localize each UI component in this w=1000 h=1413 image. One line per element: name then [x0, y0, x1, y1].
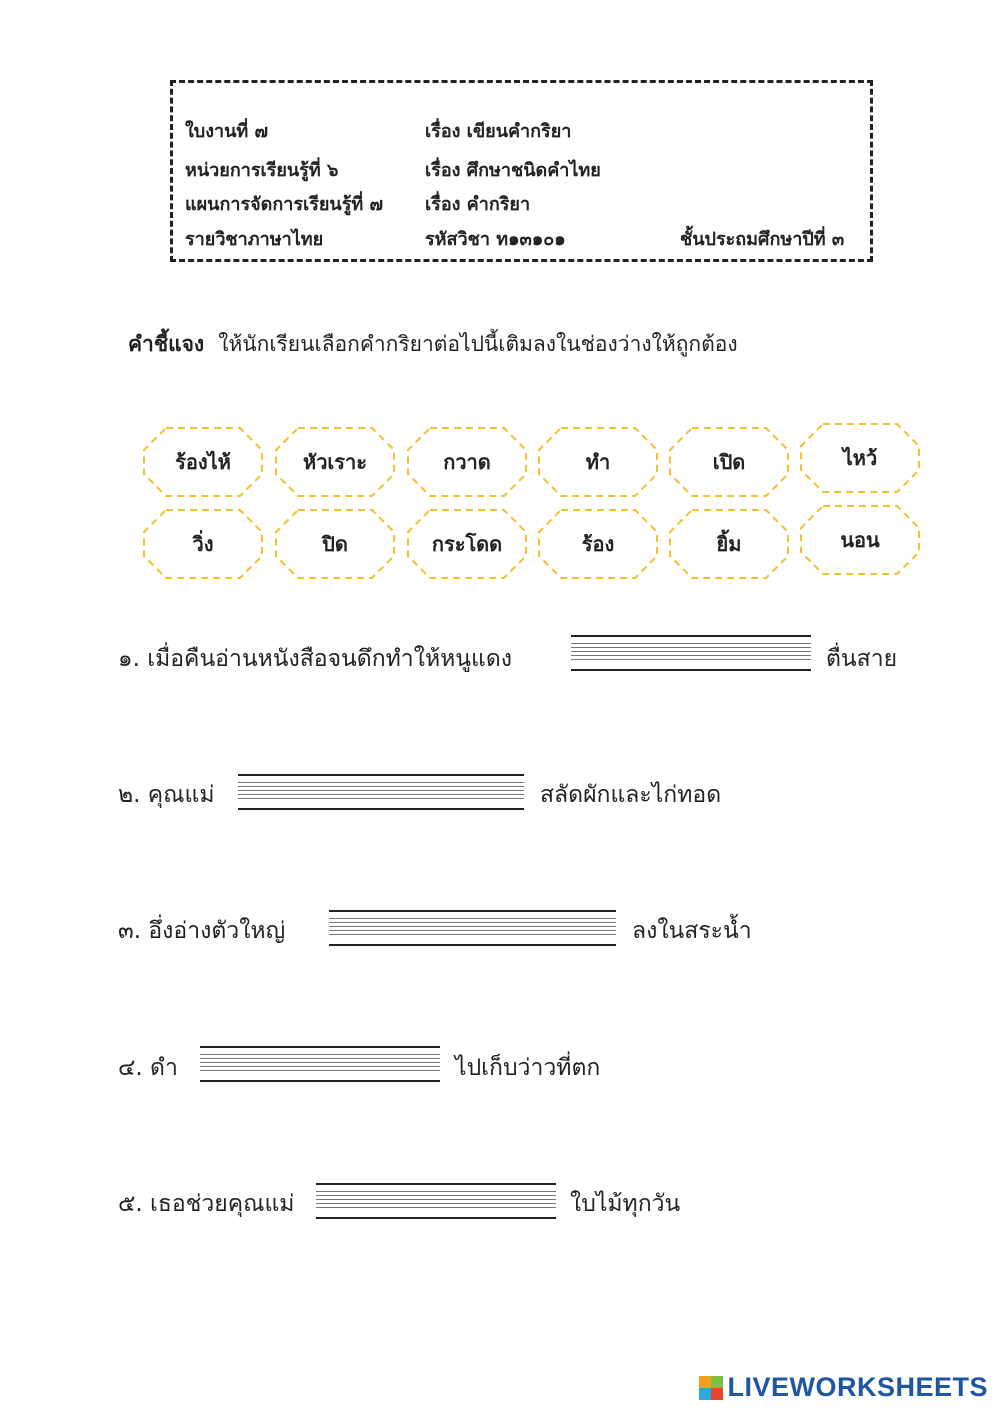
- liveworksheets-brand-text: LIVEWORKSHEETS: [727, 1372, 988, 1402]
- question-2-ending: สลัดผักและไก่ทอด: [540, 782, 722, 808]
- word-bank-item[interactable]: [799, 422, 921, 494]
- word-label: ร้อง: [581, 532, 615, 556]
- question-2-text: ๒. คุณแม่: [118, 782, 215, 808]
- question-3-text: ๓. อึ่งอ่างตัวใหญ่: [118, 918, 286, 944]
- word-label: วิ่ง: [192, 532, 214, 556]
- word-label: กระโดด: [431, 532, 503, 556]
- answer-blank-2[interactable]: [238, 774, 524, 810]
- header-label: รายวิชาภาษาไทย: [185, 229, 324, 250]
- question-4-ending: ไปเก็บว่าวที่ตก: [455, 1055, 601, 1081]
- instruction-title: คำชี้แจง: [128, 332, 205, 356]
- word-label: ปิด: [322, 532, 348, 556]
- word-bank-item[interactable]: [142, 508, 264, 580]
- answer-blank-1[interactable]: [571, 635, 811, 671]
- word-label: กวาด: [443, 450, 491, 474]
- word-label: หัวเราะ: [303, 450, 367, 474]
- word-label: ยิ้ม: [716, 532, 742, 556]
- word-label: เปิด: [712, 450, 746, 474]
- word-label: ร้องไห้: [175, 450, 231, 474]
- logo-square: [711, 1376, 723, 1388]
- logo-square: [699, 1376, 711, 1388]
- word-bank-item[interactable]: [799, 504, 921, 576]
- word-bank-item[interactable]: [668, 508, 790, 580]
- answer-blank-4[interactable]: [200, 1046, 440, 1082]
- question-3-ending: ลงในสระน้ำ: [632, 918, 752, 944]
- question-5-ending: ใบไม้ทุกวัน: [570, 1191, 681, 1217]
- header-grade: ชั้นประถมศึกษาปีที่ ๓: [680, 229, 845, 250]
- answer-blank-5[interactable]: [316, 1183, 556, 1219]
- header-topic: เรื่อง คำกริยา: [425, 194, 531, 215]
- logo-square: [711, 1388, 723, 1400]
- word-bank-item[interactable]: [406, 508, 528, 580]
- word-label: ทำ: [585, 450, 611, 474]
- answer-blank-3[interactable]: [329, 910, 616, 946]
- question-5-text: ๕. เธอช่วยคุณแม่: [118, 1191, 295, 1217]
- question-4-text: ๔. ดำ: [118, 1055, 178, 1081]
- worksheet-header-box: [170, 80, 873, 262]
- word-bank-item[interactable]: [274, 426, 396, 498]
- liveworksheets-logo[interactable]: [699, 1372, 988, 1403]
- word-bank-item[interactable]: [142, 426, 264, 498]
- word-label: นอน: [840, 528, 880, 552]
- question-1-ending: ตื่นสาย: [826, 646, 898, 672]
- word-bank-item[interactable]: [537, 426, 659, 498]
- question-1-text: ๑. เมื่อคืนอ่านหนังสือจนดึกทำให้หนูแดง: [118, 646, 512, 672]
- word-bank-item[interactable]: [537, 508, 659, 580]
- header-topic: รหัสวิชา ท๑๓๑๐๑: [425, 229, 566, 250]
- header-topic: เรื่อง ศึกษาชนิดคำไทย: [425, 160, 601, 181]
- instruction: [128, 328, 738, 361]
- word-bank-item[interactable]: [274, 508, 396, 580]
- word-bank-item[interactable]: [668, 426, 790, 498]
- logo-square: [699, 1388, 711, 1400]
- header-label: หน่วยการเรียนรู้ที่ ๖: [185, 160, 339, 181]
- header-topic: เรื่อง เขียนคำกริยา: [425, 121, 572, 142]
- word-label: ไหว้: [842, 446, 878, 470]
- word-bank-item[interactable]: [406, 426, 528, 498]
- header-label: แผนการจัดการเรียนรู้ที่ ๗: [185, 194, 384, 215]
- liveworksheets-logo-icon: [699, 1376, 723, 1400]
- instruction-text: ให้นักเรียนเลือกคำกริยาต่อไปนี้เติมลงในช่องว่างให้ถูกต้อง: [218, 332, 738, 356]
- header-label: ใบงานที่ ๗: [185, 121, 269, 142]
